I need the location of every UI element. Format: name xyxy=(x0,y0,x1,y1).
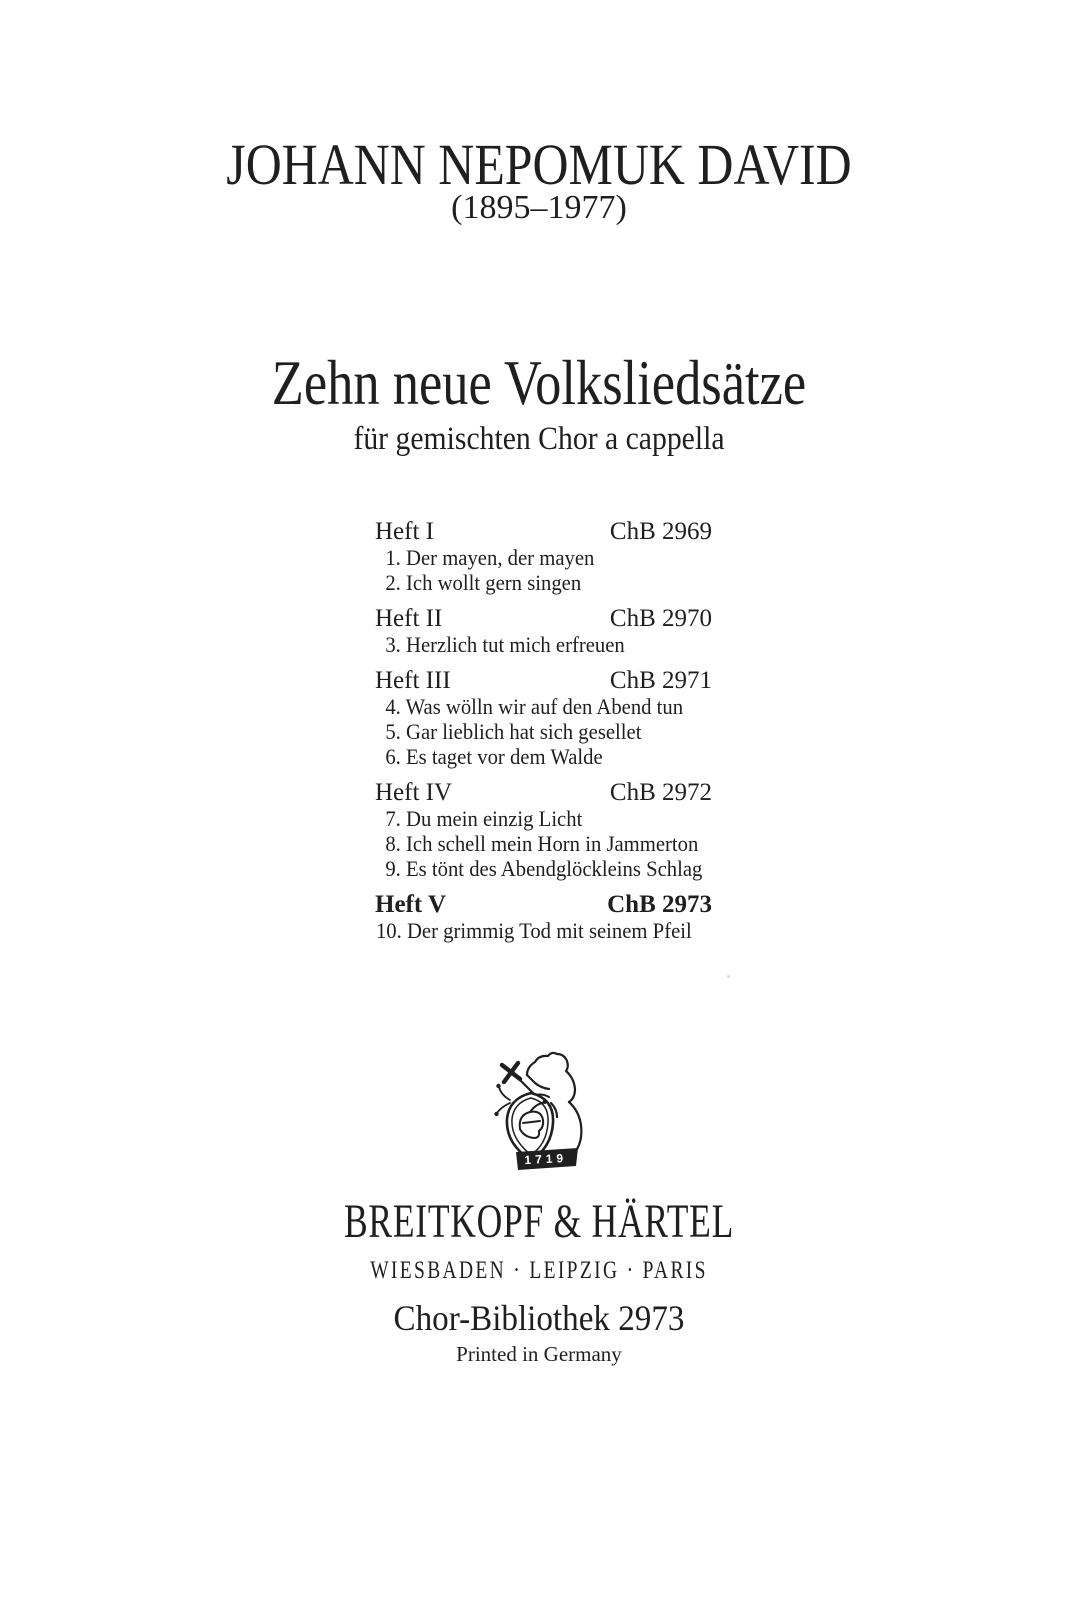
song-item: 7. Du mein einzig Licht xyxy=(385,806,583,831)
logo-year: 1719 xyxy=(524,1150,568,1168)
heft-label: Heft II xyxy=(375,605,443,632)
song-item: 6. Es taget vor dem Walde xyxy=(385,744,603,769)
heft-catalog-number: ChB 2971 xyxy=(609,667,712,694)
series-number: Chor-Bibliothek 2973 xyxy=(393,1298,685,1338)
song-item: 5. Gar lieblich hat sich gesellet xyxy=(385,719,642,744)
publisher-cities: WIESBADEN · LEIPZIG · PARIS xyxy=(370,1257,708,1284)
song-item: 3. Herzlich tut mich erfreuen xyxy=(385,632,625,657)
heft-label: Heft I xyxy=(375,518,434,545)
heft-catalog-number: ChB 2970 xyxy=(609,605,712,632)
heft-heading xyxy=(375,606,712,632)
heft-group-5 xyxy=(375,892,712,943)
heft-catalog-number: ChB 2969 xyxy=(609,518,712,545)
song-item: 1. Der mayen, der mayen xyxy=(385,545,595,570)
song-item: 2. Ich wollt gern singen xyxy=(385,570,582,595)
publisher-bear-shield-logo-icon xyxy=(489,1045,601,1173)
heft-heading xyxy=(375,780,712,806)
composer-dates: (1895–1977) xyxy=(451,189,627,226)
heft-group-3 xyxy=(375,668,712,769)
song-item: 9. Es tönt des Abendglöckleins Schlag xyxy=(385,856,703,881)
heft-heading xyxy=(375,519,712,545)
heft-group-1 xyxy=(375,519,712,595)
heft-label: Heft V xyxy=(375,891,447,918)
heft-group-4 xyxy=(375,780,712,881)
publisher-name: BREITKOPF & HÄRTEL xyxy=(343,1195,735,1248)
work-subtitle: für gemischten Chor a cappella xyxy=(353,421,725,457)
printed-in-germany-note: Printed in Germany xyxy=(456,1342,622,1366)
work-title: Zehn neue Volksliedsätze xyxy=(271,347,807,418)
heft-label: Heft III xyxy=(375,667,451,694)
heft-group-2 xyxy=(375,606,712,657)
composer-name: JOHANN NEPOMUK DAVID xyxy=(226,132,852,197)
heft-heading xyxy=(375,892,712,918)
heft-catalog-number: ChB 2973 xyxy=(607,891,712,918)
scan-artifact-speck xyxy=(727,975,730,978)
song-item: 4. Was wölln wir auf den Abend tun xyxy=(385,694,684,719)
heft-heading xyxy=(375,668,712,694)
heft-catalog-number: ChB 2972 xyxy=(609,779,712,806)
volume-catalog-list xyxy=(375,519,712,943)
heft-label: Heft IV xyxy=(375,779,453,806)
song-item: 8. Ich schell mein Horn in Jammerton xyxy=(385,831,699,856)
song-item: 10. Der grimmig Tod mit seinem Pfeil xyxy=(375,918,692,943)
